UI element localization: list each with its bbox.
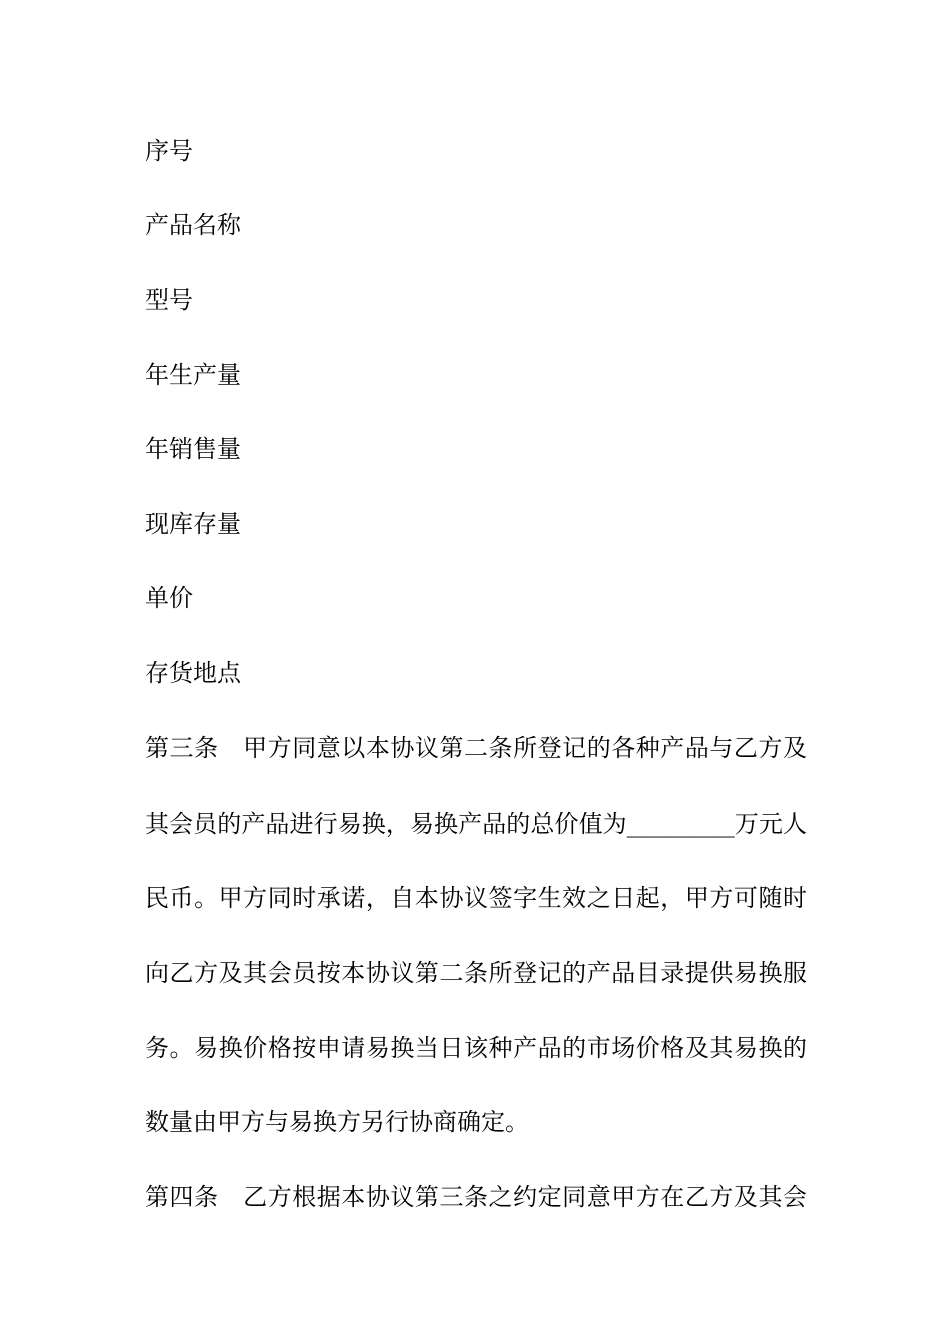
- field-model: 型号: [145, 286, 193, 314]
- field-unit-price: 单价: [145, 584, 193, 612]
- article-3-line: 第三条 甲方同意以本协议第二条所登记的各种产品与乙方及: [145, 734, 807, 762]
- article-3-line: 务。易换价格按申请易换当日该种产品的市场价格及其易换的: [145, 1034, 807, 1062]
- article-3-line: 向乙方及其会员按本协议第二条所登记的产品目录提供易换服: [145, 959, 807, 987]
- field-current-inventory: 现库存量: [145, 510, 241, 538]
- field-storage-location: 存货地点: [145, 659, 241, 687]
- field-annual-sales: 年销售量: [145, 435, 241, 463]
- field-product-name: 产品名称: [145, 211, 241, 239]
- article-3-line: 其会员的产品进行易换，易换产品的总价值为_________万元人: [145, 810, 807, 838]
- article-4-line: 第四条 乙方根据本协议第三条之约定同意甲方在乙方及其会: [145, 1183, 807, 1211]
- field-serial-number: 序号: [145, 137, 193, 165]
- article-3-line: 数量由甲方与易换方另行协商确定。: [145, 1108, 529, 1136]
- field-annual-production: 年生产量: [145, 361, 241, 389]
- article-3-line: 民币。甲方同时承诺，自本协议签字生效之日起，甲方可随时: [145, 884, 807, 912]
